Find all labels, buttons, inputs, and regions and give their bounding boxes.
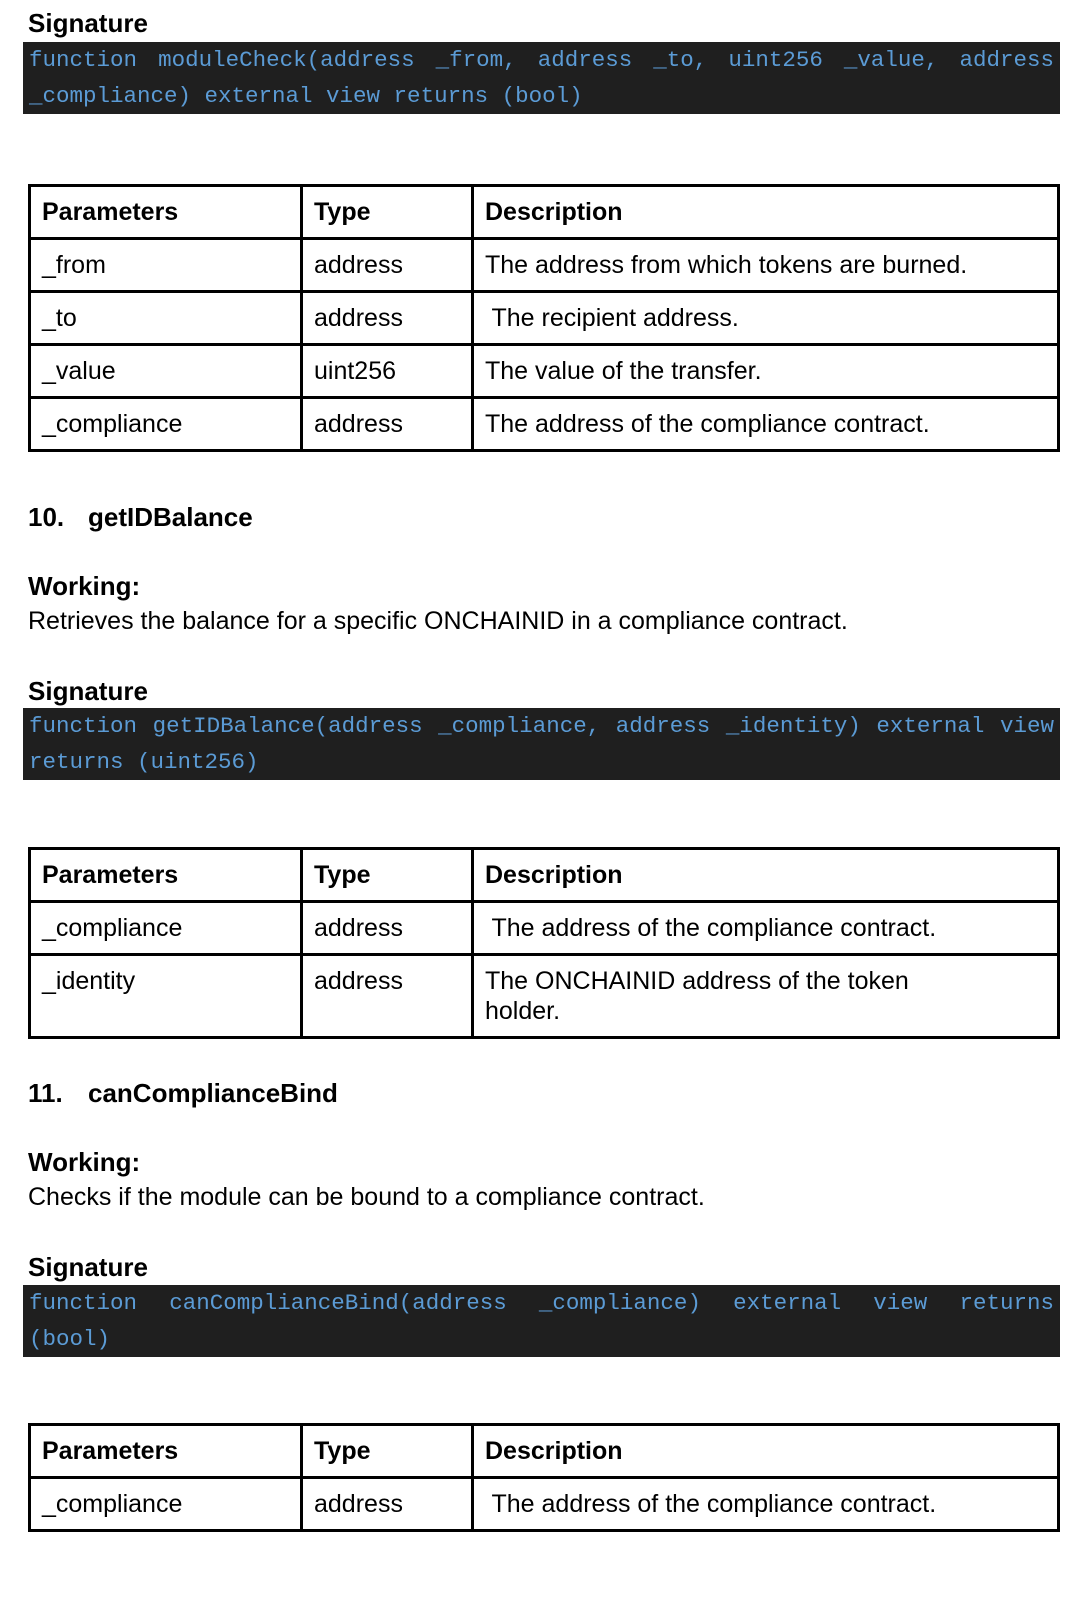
param-description: The recipient address. (473, 292, 1059, 345)
signature-label: Signature (28, 8, 148, 38)
working-text: Retrieves the balance for a specific ONCHAINID in a compliance contract. (28, 607, 848, 635)
param-description: The address of the compliance contract. (473, 902, 1059, 955)
param-type: address (302, 1478, 473, 1531)
param-name: _from (30, 239, 302, 292)
param-type: address (302, 902, 473, 955)
param-name: _to (30, 292, 302, 345)
table-header-row (30, 186, 1059, 239)
section-heading (28, 502, 253, 533)
table-row (30, 398, 1059, 451)
table-row (30, 345, 1059, 398)
section-heading (28, 1078, 338, 1109)
parameters-table (28, 847, 1060, 1039)
param-type: address (302, 239, 473, 292)
table-row (30, 902, 1059, 955)
section-title: canComplianceBind (88, 1078, 338, 1108)
table-header-row (30, 849, 1059, 902)
param-name: _identity (30, 955, 302, 1038)
header-parameters: Parameters (30, 1425, 302, 1478)
header-type: Type (302, 186, 473, 239)
table-header-row (30, 1425, 1059, 1478)
header-parameters: Parameters (30, 186, 302, 239)
param-name: _value (30, 345, 302, 398)
signature-label: Signature (28, 676, 148, 706)
param-description: The ONCHAINID address of the token holder. (473, 955, 1059, 1038)
working-label: Working: (28, 571, 141, 601)
param-description: The value of the transfer. (473, 345, 1059, 398)
header-description: Description (473, 849, 1059, 902)
param-type: uint256 (302, 345, 473, 398)
parameters-table (28, 184, 1060, 452)
table-row (30, 292, 1059, 345)
param-type: address (302, 398, 473, 451)
param-type: address (302, 292, 473, 345)
param-name: _compliance (30, 902, 302, 955)
param-description: The address from which tokens are burned. (473, 239, 1059, 292)
header-type: Type (302, 849, 473, 902)
table-row (30, 239, 1059, 292)
param-type: address (302, 955, 473, 1038)
signature-code-block: function moduleCheck(address _from, address _to, uint256 _value, address _compliance) external view returns (bool) (23, 42, 1060, 114)
param-name: _compliance (30, 398, 302, 451)
param-name: _compliance (30, 1478, 302, 1531)
working-text: Checks if the module can be bound to a compliance contract. (28, 1183, 705, 1211)
section-title: getIDBalance (88, 502, 253, 532)
signature-code-block: function getIDBalance(address _compliance, address _identity) external view returns (uint256) (23, 708, 1060, 780)
signature-code-block: function canComplianceBind(address _compliance) external view returns (bool) (23, 1285, 1060, 1357)
param-description: The address of the compliance contract. (473, 398, 1059, 451)
working-label: Working: (28, 1147, 141, 1177)
section-number: 10. (28, 502, 65, 532)
signature-label: Signature (28, 1252, 148, 1282)
header-description: Description (473, 1425, 1059, 1478)
section-number: 11. (28, 1078, 63, 1108)
header-type: Type (302, 1425, 473, 1478)
parameters-table (28, 1423, 1060, 1532)
table-row (30, 955, 1059, 1038)
table-row (30, 1478, 1059, 1531)
param-description: The address of the compliance contract. (473, 1478, 1059, 1531)
header-description: Description (473, 186, 1059, 239)
header-parameters: Parameters (30, 849, 302, 902)
